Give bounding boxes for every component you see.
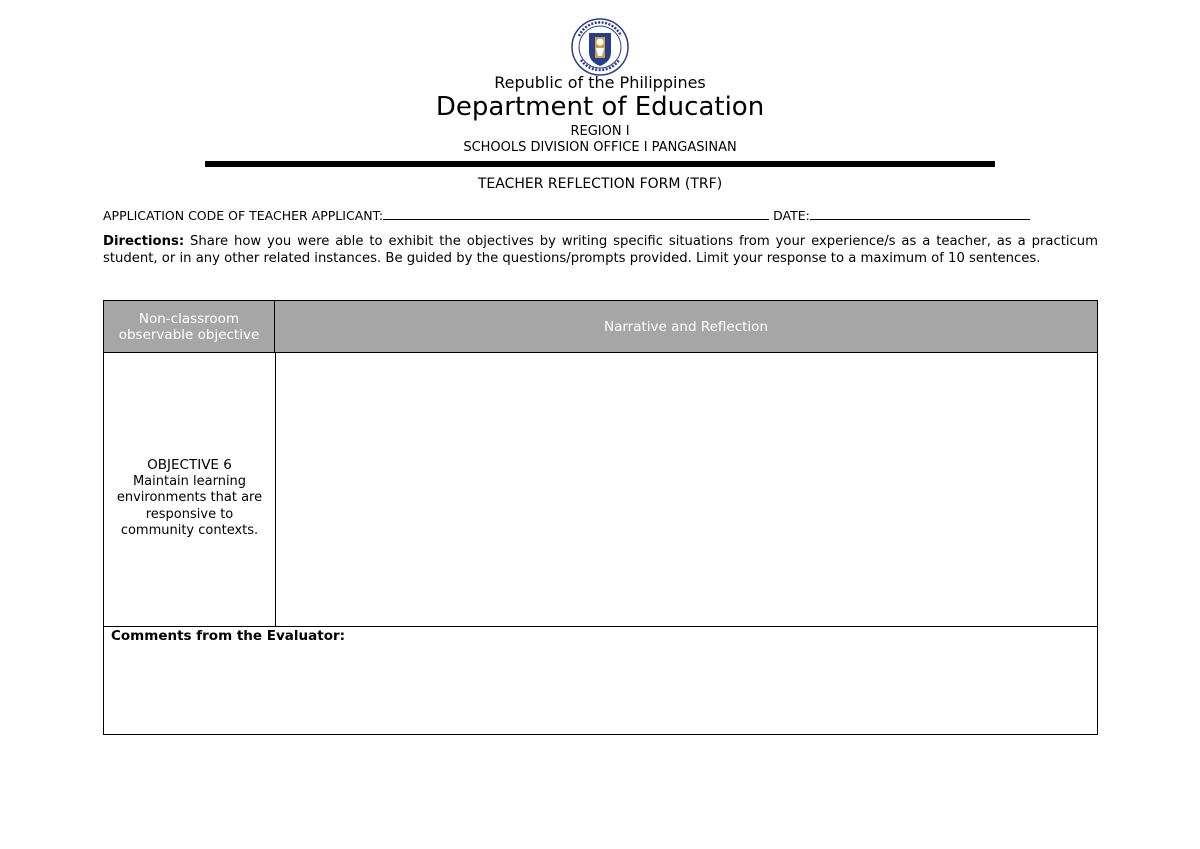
objective-column-header: Non-classroom observable objective [104,301,275,352]
deped-seal-icon [571,18,629,76]
objective-cell [104,353,275,626]
form-title: TEACHER REFLECTION FORM (TRF) [477,176,723,192]
header-divider [205,161,995,167]
date-label: DATE: [773,208,810,223]
department-heading: Department of Education [435,92,765,122]
application-code-field[interactable] [383,207,769,220]
narrative-column-header: Narrative and Reflection [275,301,1097,352]
republic-heading: Republic of the Philippines [494,73,706,92]
comments-label: Comments from the Evaluator: [111,628,346,644]
division-heading: SCHOOLS DIVISION OFFICE I PANGASINAN [463,140,737,155]
directions-label: Directions: [103,234,185,249]
objective-title: OBJECTIVE 6 [147,457,232,474]
directions-paragraph [103,234,1098,267]
directions-text: Share how you were able to exhibit the objectives by writing specific situations from your experience/s as a teacher, as a practicum student, or in any other related instances. Be guided by the questions/prompts provided. Limit your response to a maximum of 10 sentences. [103,234,1098,266]
objective-description: Maintain learning environments that are responsive to community contexts. [116,473,263,539]
narrative-reflection-field[interactable] [276,353,1097,626]
reflection-table [103,300,1098,735]
comments-row-divider [104,626,1097,627]
date-field[interactable] [810,207,1030,220]
evaluator-comments-field[interactable] [104,647,1097,734]
application-line [103,207,1098,223]
region-heading: REGION I [570,124,630,139]
application-code-label: APPLICATION CODE OF TEACHER APPLICANT: [103,208,384,223]
